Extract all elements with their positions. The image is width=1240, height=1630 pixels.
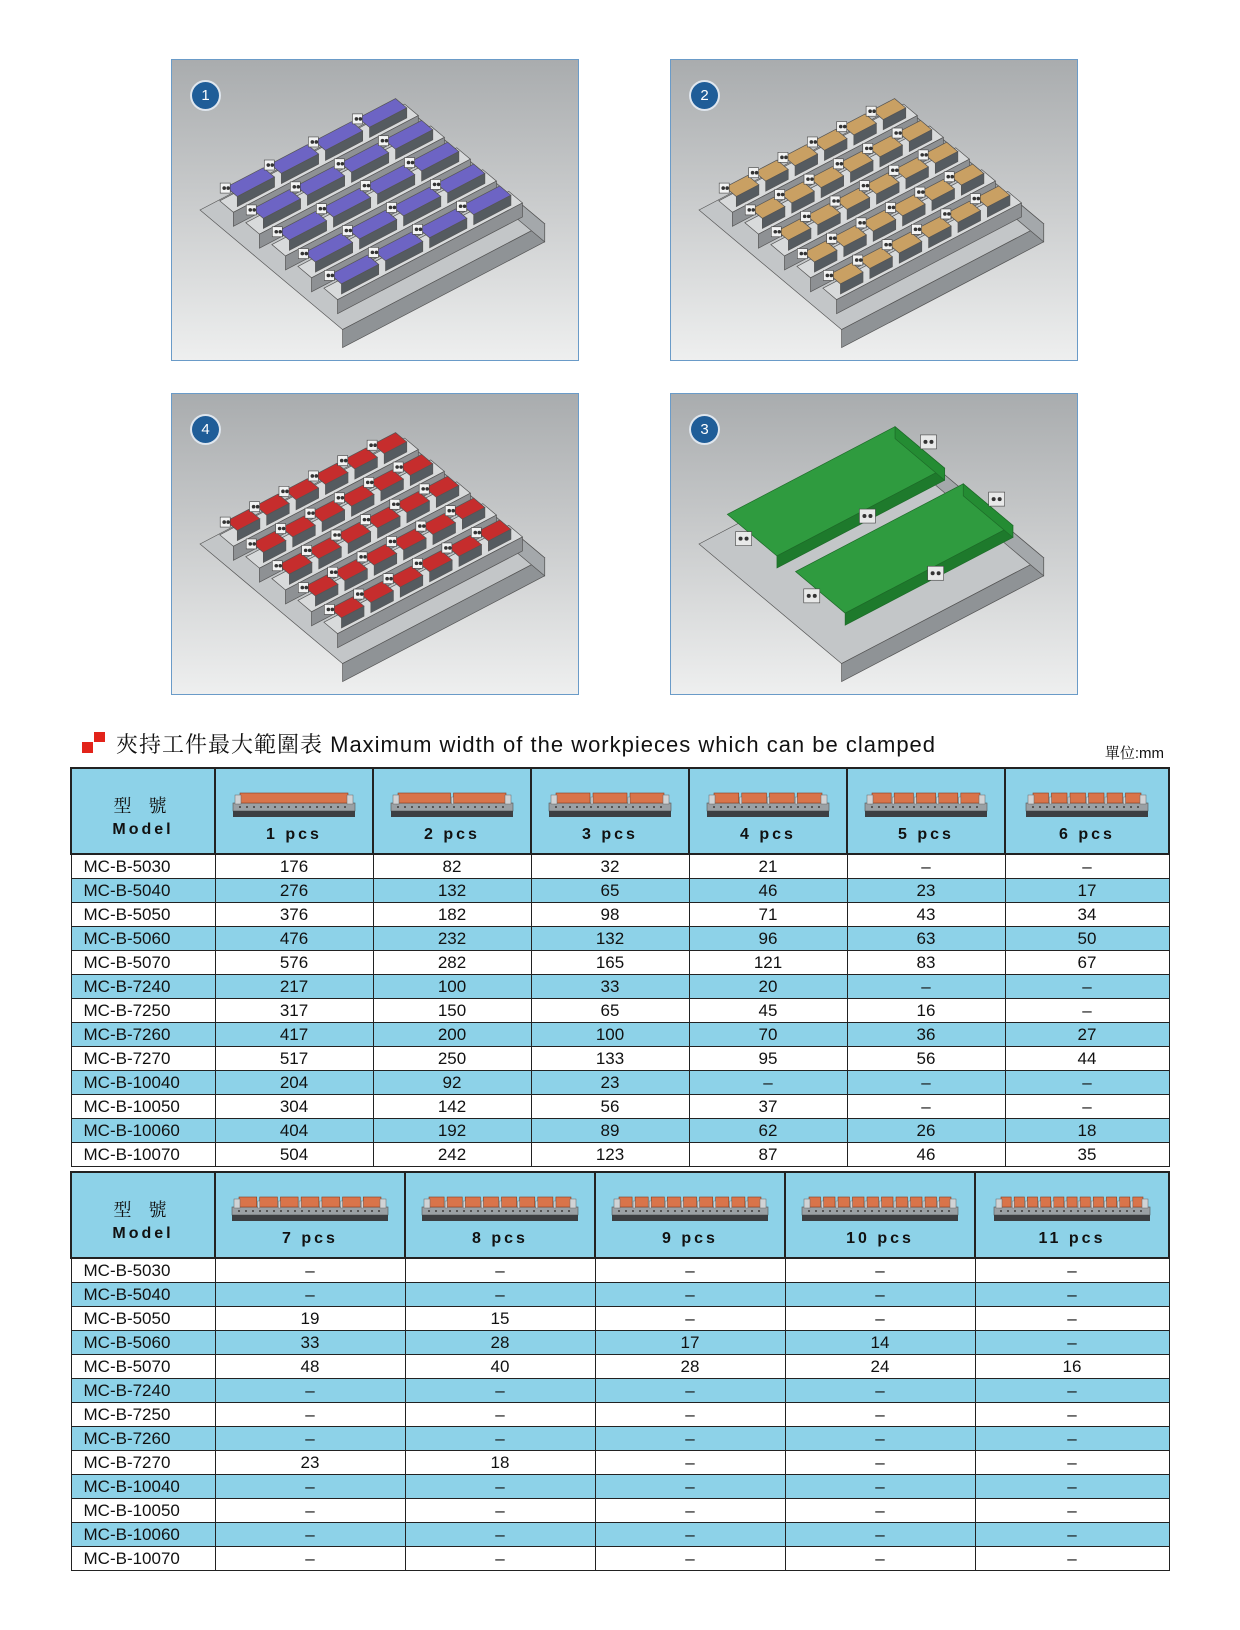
value-cell: – [785,1547,975,1571]
value-cell: 46 [847,1143,1005,1167]
table-row [71,1143,1169,1167]
model-cell: MC-B-7240 [71,975,215,999]
value-cell: 14 [785,1331,975,1355]
column-label: 4 pcs [740,826,796,843]
column-header [689,768,847,854]
value-cell: 142 [373,1095,531,1119]
section-heading [82,728,1162,758]
value-cell: – [405,1475,595,1499]
table-row [71,854,1169,879]
vise-illustration-1 [172,60,579,361]
value-cell: 27 [1005,1023,1169,1047]
value-cell: 89 [531,1119,689,1143]
value-cell: – [215,1523,405,1547]
value-cell: 83 [847,951,1005,975]
table-row [71,1403,1169,1427]
value-cell: 16 [975,1355,1169,1379]
unit-label: 單位:mm [1104,745,1164,762]
value-cell: – [785,1379,975,1403]
clamp-diagram-icon [800,1189,960,1223]
value-cell: 24 [785,1355,975,1379]
value-cell: 95 [689,1047,847,1071]
value-cell: – [847,975,1005,999]
table-header-row [71,1172,1169,1258]
value-cell: – [215,1427,405,1451]
value-cell: 232 [373,927,531,951]
section-title: 夾持工件最大範圍表 Maximum width of the workpieces which can be clamped [116,731,937,757]
value-cell: – [595,1307,785,1331]
column-header [595,1172,785,1258]
model-cell: MC-B-5030 [71,854,215,879]
table-row [71,903,1169,927]
panel-vise-1 [171,59,579,361]
table-row [71,879,1169,903]
value-cell: 504 [215,1143,373,1167]
value-cell: 100 [531,1023,689,1047]
value-cell: 276 [215,879,373,903]
table-row [71,1258,1169,1283]
value-cell: – [595,1427,785,1451]
value-cell: 150 [373,999,531,1023]
value-cell: – [1005,1071,1169,1095]
value-cell: 28 [595,1355,785,1379]
value-cell: – [785,1523,975,1547]
table-row [71,1499,1169,1523]
model-cell: MC-B-10040 [71,1071,215,1095]
value-cell: 182 [373,903,531,927]
table-row [71,927,1169,951]
value-cell: 200 [373,1023,531,1047]
value-cell: – [215,1475,405,1499]
value-cell: – [689,1071,847,1095]
value-cell: 63 [847,927,1005,951]
value-cell: 23 [215,1451,405,1475]
column-label: 9 pcs [662,1230,718,1247]
table-header-row [71,768,1169,854]
value-cell: 165 [531,951,689,975]
vise-illustration-3 [671,394,1078,695]
value-cell: – [1005,999,1169,1023]
value-cell: – [975,1499,1169,1523]
model-cell: MC-B-5060 [71,927,215,951]
value-cell: 217 [215,975,373,999]
table-row [71,1331,1169,1355]
column-header [215,1172,405,1258]
value-cell: – [785,1283,975,1307]
model-header [71,768,215,854]
value-cell: – [785,1258,975,1283]
model-header-zh: 型 號 [113,1200,173,1220]
value-cell: 15 [405,1307,595,1331]
panel-badge: 1 [192,82,219,109]
table-row [71,1283,1169,1307]
model-cell: MC-B-7270 [71,1451,215,1475]
value-cell: 250 [373,1047,531,1071]
value-cell: 48 [215,1355,405,1379]
panel-badge: 2 [691,82,718,109]
value-cell: 476 [215,927,373,951]
value-cell: – [975,1523,1169,1547]
clamp-width-table-1 [70,767,1170,1167]
clamp-diagram-icon [610,1189,770,1223]
model-header-zh: 型 號 [113,796,173,816]
table-row [71,1475,1169,1499]
value-cell: 317 [215,999,373,1023]
column-header [1005,768,1169,854]
column-header [215,768,373,854]
value-cell: 132 [531,927,689,951]
value-cell: – [785,1475,975,1499]
value-cell: – [405,1403,595,1427]
clamp-diagram-icon [231,785,357,819]
value-cell: 67 [1005,951,1169,975]
value-cell: 70 [689,1023,847,1047]
model-cell: MC-B-5060 [71,1331,215,1355]
value-cell: 121 [689,951,847,975]
value-cell: – [975,1283,1169,1307]
value-cell: 20 [689,975,847,999]
value-cell: – [595,1475,785,1499]
value-cell: 62 [689,1119,847,1143]
vise-illustration-2 [671,60,1078,361]
column-label: 2 pcs [424,826,480,843]
value-cell: 16 [847,999,1005,1023]
value-cell: 33 [215,1331,405,1355]
value-cell: – [595,1283,785,1307]
value-cell: – [847,854,1005,879]
value-cell: 87 [689,1143,847,1167]
value-cell: 100 [373,975,531,999]
model-cell: MC-B-5070 [71,1355,215,1379]
value-cell: 50 [1005,927,1169,951]
model-cell: MC-B-5050 [71,903,215,927]
value-cell: 45 [689,999,847,1023]
model-cell: MC-B-5040 [71,1283,215,1307]
value-cell: – [595,1403,785,1427]
table-row [71,1047,1169,1071]
value-cell: 304 [215,1095,373,1119]
model-header-en: Model [112,1225,174,1242]
value-cell: 376 [215,903,373,927]
value-cell: 23 [847,879,1005,903]
value-cell: – [847,1071,1005,1095]
model-cell: MC-B-10040 [71,1475,215,1499]
value-cell: – [1005,1095,1169,1119]
value-cell: – [595,1379,785,1403]
column-header [405,1172,595,1258]
value-cell: – [975,1403,1169,1427]
value-cell: 282 [373,951,531,975]
model-cell: MC-B-10050 [71,1095,215,1119]
value-cell: 19 [215,1307,405,1331]
table-row [71,1379,1169,1403]
model-cell: MC-B-7250 [71,1403,215,1427]
model-cell: MC-B-10050 [71,1499,215,1523]
value-cell: 417 [215,1023,373,1047]
model-header-en: Model [112,821,174,838]
table-row [71,1071,1169,1095]
value-cell: – [785,1451,975,1475]
value-cell: 176 [215,854,373,879]
clamp-diagram-icon [705,785,831,819]
table-row [71,1119,1169,1143]
value-cell: 204 [215,1071,373,1095]
table-row [71,975,1169,999]
value-cell: – [405,1427,595,1451]
value-cell: 71 [689,903,847,927]
model-cell: MC-B-5040 [71,879,215,903]
value-cell: 43 [847,903,1005,927]
table-row [71,1427,1169,1451]
column-header [373,768,531,854]
value-cell: – [215,1547,405,1571]
table-row [71,1307,1169,1331]
value-cell: 18 [405,1451,595,1475]
value-cell: – [215,1258,405,1283]
table-row [71,951,1169,975]
value-cell: – [975,1475,1169,1499]
panel-vise-2 [670,59,1078,361]
value-cell: – [405,1547,595,1571]
column-label: 11 pcs [1038,1230,1106,1247]
value-cell: – [785,1307,975,1331]
value-cell: 37 [689,1095,847,1119]
column-label: 5 pcs [898,826,954,843]
value-cell: – [595,1499,785,1523]
panel-vise-3 [670,393,1078,695]
value-cell: 82 [373,854,531,879]
model-cell: MC-B-10060 [71,1523,215,1547]
clamp-diagram-icon [230,1189,390,1223]
value-cell: 242 [373,1143,531,1167]
table-row [71,1547,1169,1571]
value-cell: 576 [215,951,373,975]
value-cell: – [975,1331,1169,1355]
value-cell: – [975,1547,1169,1571]
clamp-diagram-icon [547,785,673,819]
value-cell: – [975,1427,1169,1451]
value-cell: – [595,1523,785,1547]
value-cell: 65 [531,879,689,903]
column-header [847,768,1005,854]
model-cell: MC-B-7270 [71,1047,215,1071]
value-cell: 32 [531,854,689,879]
value-cell: – [975,1451,1169,1475]
value-cell: – [1005,975,1169,999]
column-header [975,1172,1169,1258]
clamp-diagram-icon [1024,785,1150,819]
model-cell: MC-B-5050 [71,1307,215,1331]
column-label: 6 pcs [1059,826,1115,843]
value-cell: 56 [531,1095,689,1119]
column-header [785,1172,975,1258]
clamp-diagram-icon [389,785,515,819]
value-cell: – [595,1451,785,1475]
column-label: 8 pcs [472,1230,528,1247]
value-cell: 133 [531,1047,689,1071]
value-cell: 18 [1005,1119,1169,1143]
value-cell: – [847,1095,1005,1119]
model-cell: MC-B-10060 [71,1119,215,1143]
red-square-icon [82,732,106,754]
value-cell: – [1005,854,1169,879]
table-row [71,1095,1169,1119]
table-row [71,1355,1169,1379]
value-cell: 46 [689,879,847,903]
model-cell: MC-B-7260 [71,1023,215,1047]
table-row [71,1023,1169,1047]
value-cell: – [405,1258,595,1283]
value-cell: – [405,1523,595,1547]
model-cell: MC-B-10070 [71,1547,215,1571]
value-cell: – [975,1307,1169,1331]
panel-badge: 3 [691,416,718,443]
value-cell: 56 [847,1047,1005,1071]
value-cell: 96 [689,927,847,951]
value-cell: 17 [1005,879,1169,903]
panel-vise-4 [171,393,579,695]
value-cell: 123 [531,1143,689,1167]
column-label: 3 pcs [582,826,638,843]
value-cell: – [215,1379,405,1403]
value-cell: – [785,1427,975,1451]
value-cell: 517 [215,1047,373,1071]
clamp-diagram-icon [992,1189,1152,1223]
model-cell: MC-B-7240 [71,1379,215,1403]
value-cell: – [215,1283,405,1307]
table-row [71,1523,1169,1547]
value-cell: 36 [847,1023,1005,1047]
value-cell: – [595,1547,785,1571]
value-cell: 98 [531,903,689,927]
value-cell: 26 [847,1119,1005,1143]
model-cell: MC-B-5070 [71,951,215,975]
value-cell: 40 [405,1355,595,1379]
clamp-diagram-icon [863,785,989,819]
value-cell: – [785,1403,975,1427]
column-header [531,768,689,854]
value-cell: – [405,1499,595,1523]
panel-badge: 4 [192,416,219,443]
value-cell: 44 [1005,1047,1169,1071]
table-row [71,1451,1169,1475]
value-cell: 21 [689,854,847,879]
model-header [71,1172,215,1258]
value-cell: – [405,1283,595,1307]
value-cell: – [215,1499,405,1523]
column-label: 10 pcs [846,1230,914,1247]
value-cell: 35 [1005,1143,1169,1167]
model-cell: MC-B-5030 [71,1258,215,1283]
value-cell: 92 [373,1071,531,1095]
column-label: 1 pcs [266,826,322,843]
value-cell: 404 [215,1119,373,1143]
column-label: 7 pcs [282,1230,338,1247]
value-cell: 23 [531,1071,689,1095]
value-cell: – [975,1258,1169,1283]
value-cell: 132 [373,879,531,903]
model-cell: MC-B-7260 [71,1427,215,1451]
value-cell: 33 [531,975,689,999]
value-cell: 17 [595,1331,785,1355]
clamp-diagram-icon [420,1189,580,1223]
model-cell: MC-B-7250 [71,999,215,1023]
value-cell: – [405,1379,595,1403]
model-cell: MC-B-10070 [71,1143,215,1167]
value-cell: – [215,1403,405,1427]
table-row [71,999,1169,1023]
value-cell: 28 [405,1331,595,1355]
value-cell: 65 [531,999,689,1023]
value-cell: – [975,1379,1169,1403]
vise-illustration-4 [172,394,579,695]
value-cell: – [595,1258,785,1283]
value-cell: – [785,1499,975,1523]
clamp-width-table-2 [70,1171,1170,1571]
value-cell: 34 [1005,903,1169,927]
value-cell: 192 [373,1119,531,1143]
